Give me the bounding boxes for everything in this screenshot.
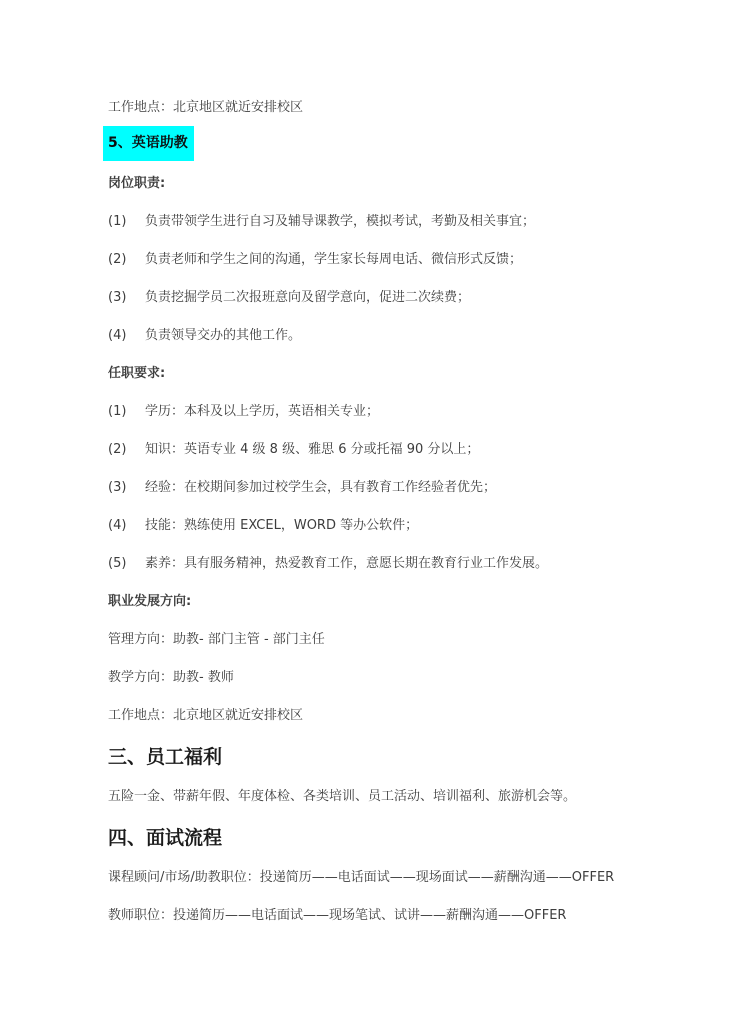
list-item-number: (3): [108, 480, 127, 495]
requirement-item-1: [108, 404, 690, 420]
list-item-text: 技能：熟练使用 EXCEL，WORD 等办公软件；: [145, 518, 419, 533]
position-heading-highlight: 5、英语助教: [103, 126, 194, 161]
requirement-item-3: [108, 480, 690, 496]
list-item-number: (4): [108, 328, 127, 343]
position-heading-line: [108, 126, 690, 161]
responsibilities-label: 岗位职责:: [108, 176, 166, 191]
list-item-number: (3): [108, 290, 127, 305]
benefits-heading: 三、员工福利: [108, 746, 223, 768]
list-item-text: 负责老师和学生之间的沟通，学生家长每周电话、微信形式反馈；: [145, 252, 523, 267]
requirements-label: 任职要求:: [108, 366, 166, 381]
list-item-text: 知识：英语专业 4 级 8 级、雅思 6 分或托福 90 分以上；: [145, 442, 480, 457]
responsibility-item-3: [108, 290, 690, 306]
career-path-label: 职业发展方向:: [108, 594, 192, 609]
list-item-text: 负责挖掘学员二次报班意向及留学意向，促进二次续费；: [145, 290, 471, 305]
list-item-text: 负责领导交办的其他工作。: [145, 328, 302, 343]
interview-teacher-line: 教师职位：投递简历——电话面试——现场笔试、试讲——薪酬沟通——OFFER: [108, 908, 567, 923]
list-item-number: (2): [108, 252, 127, 267]
list-item-number: (5): [108, 556, 127, 571]
requirement-item-2: [108, 442, 690, 458]
list-item-number: (1): [108, 404, 127, 419]
requirement-item-4: [108, 518, 690, 534]
interview-process-heading: 四、面试流程: [108, 827, 223, 849]
career-management-line: 管理方向：助教- 部门主管 - 部门主任: [108, 632, 325, 647]
list-item-text: 学历：本科及以上学历，英语相关专业；: [145, 404, 380, 419]
list-item-number: (1): [108, 214, 127, 229]
list-item-text: 经验：在校期间参加过校学生会，具有教育工作经验者优先；: [145, 480, 497, 495]
career-teaching-line: 教学方向：助教- 教师: [108, 670, 234, 685]
interview-consultant-line: 课程顾问/市场/助教职位：投递简历——电话面试——现场面试——薪酬沟通——OFFER: [108, 870, 615, 885]
requirement-item-5: [108, 556, 690, 572]
benefits-text: 五险一金、带薪年假、年度体检、各类培训、员工活动、培训福利、旅游机会等。: [108, 789, 577, 804]
work-location-line-bottom: 工作地点：北京地区就近安排校区: [108, 708, 304, 723]
responsibility-item-1: [108, 214, 690, 230]
responsibility-item-4: [108, 328, 690, 344]
list-item-text: 素养：具有服务精神，热爱教育工作，意愿长期在教育行业工作发展。: [145, 556, 549, 571]
list-item-number: (4): [108, 518, 127, 533]
responsibility-item-2: [108, 252, 690, 268]
list-item-text: 负责带领学生进行自习及辅导课教学，模拟考试，考勤及相关事宜；: [145, 214, 536, 229]
work-location-line-top: 工作地点：北京地区就近安排校区: [108, 100, 304, 115]
list-item-number: (2): [108, 442, 127, 457]
